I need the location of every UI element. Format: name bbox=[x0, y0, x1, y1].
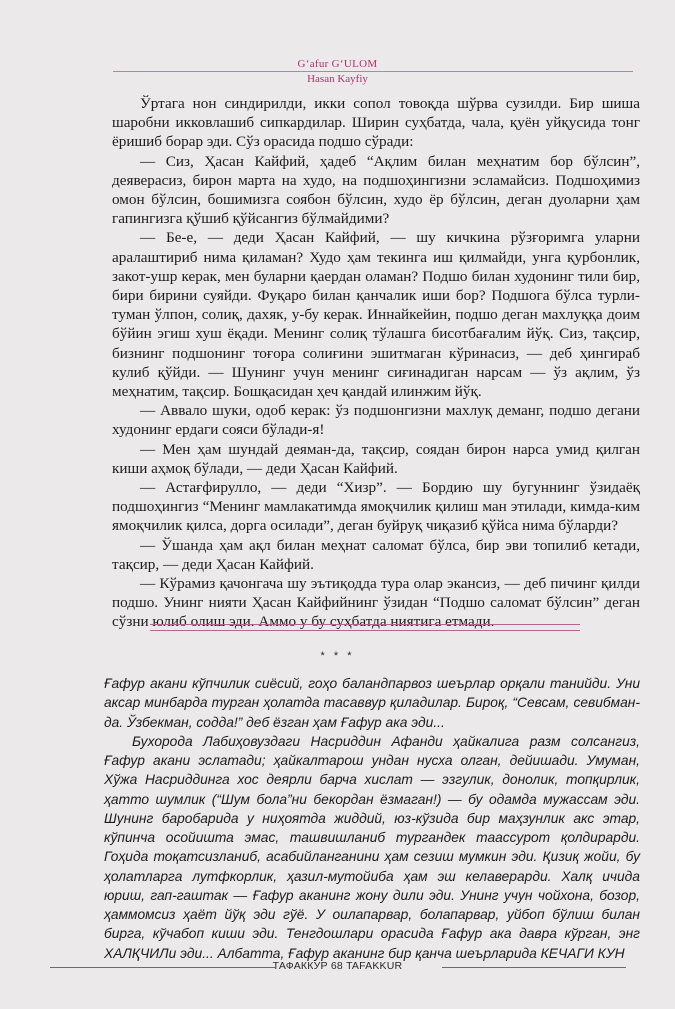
essay-text bbox=[104, 674, 640, 963]
story-paragraph: — Сиз, Ҳасан Кайфий, ҳадеб “Ақлим билан меҳнатим бор бўлсин”, деяверасиз, бирон марта на худо, на подшоҳингизни эсламайсиз. Подшоҳимиз омон бўлсин, бошимизга соябон бўлсин, худо ёр бўлсин, деган дуоларни ҳам гапингизга қўшиб қўйсангиз бўлмайдими? bbox=[112, 152, 640, 228]
story-paragraph: Ўртага нон синдирилди, икки сопол товоқда шўрва сузилди. Бир шиша шаробни икковлашиб сипкардилар. Ширин суҳбатда, чала, қуён уйқусида тонг ёришиб борар эди. Сўз орасида подшо сўради: bbox=[112, 95, 640, 151]
story-paragraph: — Кўрамиз қачонгача шу эътиқодда тура олар экансиз, — деб пичинг қилди подшо. Унинг нияти Ҳасан Кайфийнинг ўзидан “Подшо саломат бўлсин” деган сўзни юлиб олиш эди. Аммо у бу суҳбатда ниятига етмади. bbox=[112, 575, 640, 631]
story-paragraph: — Мен ҳам шундай деяман-да, тақсир, соядан бирон нарса умид қилган киши аҳмоқ бўлади, — деди Ҳасан Кайфий. bbox=[112, 440, 640, 477]
running-head-title: Hasan Kayfiy bbox=[307, 73, 368, 85]
story-paragraph: — Ўшанда ҳам ақл билан меҳнат саломат бўлса, бир эви топилиб кетади, тақсир, — деди Ҳасан Кайфий. bbox=[112, 536, 640, 573]
story-text bbox=[112, 94, 640, 632]
section-divider-top bbox=[150, 624, 580, 625]
essay-paragraph: Бухорода Лабиҳовуздаги Насриддин Афанди ҳайкалига разм солсангиз, Ғафур акани эслатади; ҳайкалтарош ундан нусха олган, дейишади. Умуман, Хўжа Насриддинга хос деярли барча хислат — эзгулик, донолик, топқирлик, ҳатто шумлик (“Шум бола”ни бекордан ёзмаган!) — бу одамда мужассам эди. Шунинг баробарида у ниҳоятда жиддий, юз-кўзида бир маҳзунлик акс этар, кўпинча осойишта эмас, ташвишланиб тургандек таассурот қолдирарди. Гоҳида тоқатсизланиб, асабийланганини ҳам сезиш мумкин эди. Қизиқ жойи, бу ҳолатларга лутфкорлик, ҳазил-мутойиба ҳам эш келаверарди. Халқ ичида юриш, гап-гаштак — Ғафур аканинг жону дили эди. Унинг учун чойхона, бозор, ҳаммомсиз ҳаёт йўқ эди гўё. У оилапарвар, болапарвар, уйбоп бўлиш билан бирга, кўчабоп киши эди. Тенгдошлари орасида Ғафур ака давра кўрган, энг ХАЛҚЧИЛи эди... Албатта, Ғафур аканинг бир қанча шеърларида КЕЧАГИ КУН bbox=[104, 733, 640, 961]
section-separator-stars: * * * bbox=[320, 650, 355, 662]
story-paragraph: — Аввало шуки, одоб керак: ўз подшонгизни махлуқ деманг, подшо дегани худонинг ердаги сояси бўлади-я! bbox=[112, 402, 640, 439]
essay-paragraph: Ғафур акани кўпчилик сиёсий, гоҳо баландпарвоз шеърлар орқали танийди. Уни аксар минбарда турган ҳолатда тасаввур қиладилар. Бироқ, “Севсам, севибман-да. Ўзбекман, содда!” деб ёзган ҳам Ғафур ака эди... bbox=[104, 676, 640, 730]
footer-page-number: ТАФАККУР 68 TAFAKKUR bbox=[272, 960, 403, 972]
header-rule bbox=[113, 71, 633, 72]
section-divider-bottom bbox=[150, 630, 580, 631]
story-paragraph: — Астағфируллo, — деди “Хизр”. — Бордию шу бугуннинг ўзидаёқ подшоҳингиз “Менинг мамлакатимда ямоқчилик қилиш ман этилади, кимда-ким ямоқчилик қилса, дорга осилади”, деган буйруқ чиқазиб қўйса нима бўларди? bbox=[112, 479, 640, 535]
running-head-author: G‘afur G‘ULOM bbox=[297, 58, 378, 70]
footer-rule-right bbox=[442, 967, 626, 968]
story-paragraph: — Бе-е, — деди Ҳасан Кайфий, — шу кичкина рўзғоримга уларни аралаштириб нима қиламан? Худо ҳам текинга иш қилмайди, унга қурбонлик, закот-ушр керак, мен буларни қаердан оламан? Подшо билан худонинг тили бир, бири бирини суяйди. Фуқаро билан қанчалик иши бор? Подшога бўлса турли-туман ўлпон, солиқ, дахяк, у-бу керак. Иннайкейин, подшо деган махлуққа доим бўйин эгиш хуш ёқади. Менинг солиқ тўлашга бисотбағалим йўқ. Сиз, тақсир, бизнинг подшонинг тоғора солиғини эшитмаган кўринасиз, — деб ҳингираб кулиб қўйди. — Шунинг учун менинг сиғинадиган нарсам — ўз ақлим, ўз меҳнатим, тақсир. Бошқасидан ҳеч қандай илинжим йўқ. bbox=[112, 229, 640, 401]
